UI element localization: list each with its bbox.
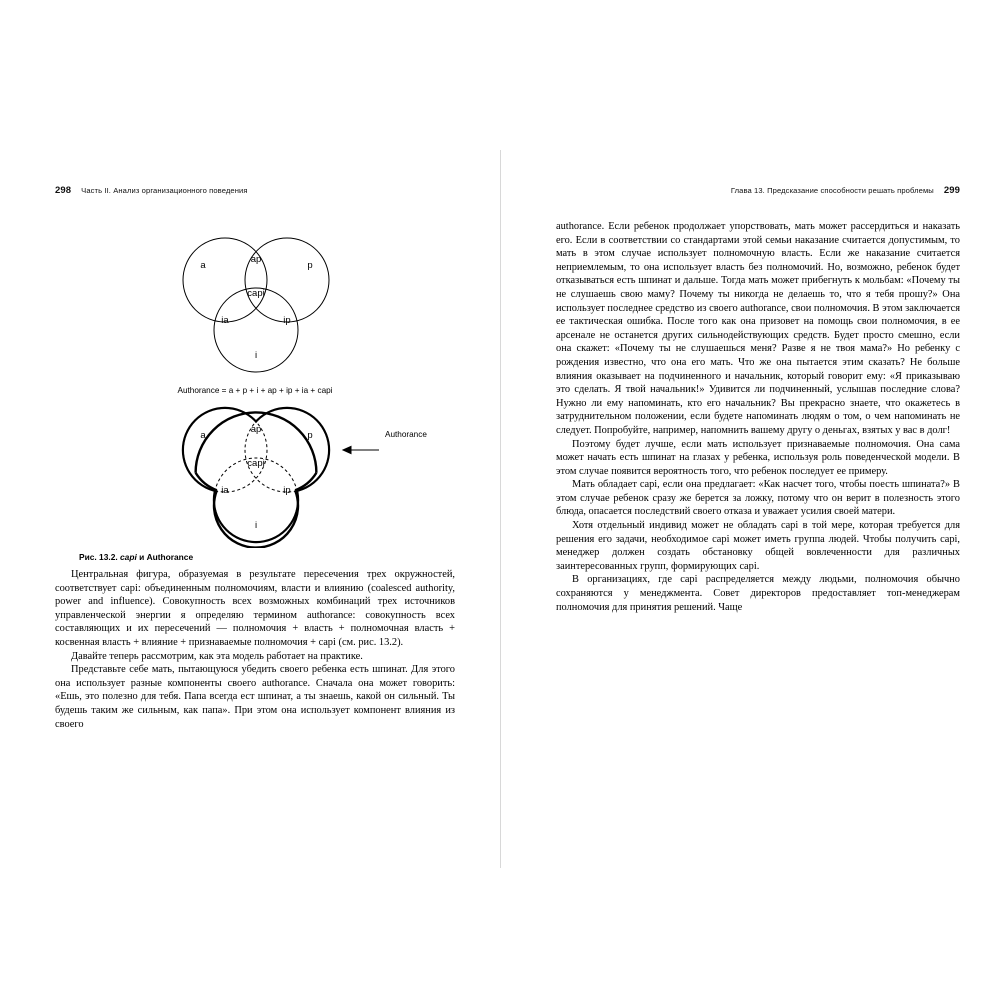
label-ip-top: ip: [283, 315, 291, 326]
right-running-head: [556, 185, 960, 196]
figure-caption-capi: capi: [120, 552, 137, 562]
label-capi-bottom: capi: [247, 458, 265, 469]
right-paragraph-1: authorance. Если ребенок продолжает упорствовать, мать может рассердиться и наказать его. Если в соответствии со стандартами этой семьи наказание считается допустимым, то мать в этом случае использует полномочную власть. Если же наказание считается неприемлемым, то она использует власть без полномочий. Но, возможно, ребенок будет отказываться есть шпинат и дальше. Тогда мать может прибегнуть к мольбам: «Почему ты не слушаешь свою маму? Почему ты никогда не делаешь то, что я тебя прошу?» Она использует последнее средство из своего authorance, свои полномочия. В этом заключается ее тактическая ошибка. После того как она призовет на помощь свои полномочия, в ее арсенале не останется других сильнодействующих средств. Будет просто смешно, если она скажет: «Почему ты не слушаешься меня? Разве я не твоя мама?» Но ребенку с рождения известно, что она его мать. Что же она пытается этим сказать? Не больше влияния оказывает на подчиненного и начальник, который говорит ему: «Я приказываю это сделать. Я твой начальник!» Удивится ли подчиненный, услышав последние слова? Нужно ли ему напоминать, кто его начальник? Вы прекрасно знаете, что окажетесь в затруднительном положении, если будете напоминать людям о том, о чем напоминать не следует. Попробуйте, например, напомнить вашему другу о деньгах, взятых у вас в долг!: [556, 221, 960, 436]
right-body-text: [556, 220, 960, 614]
figure-13-2: [55, 218, 455, 562]
label-ia-bottom: ia: [221, 485, 229, 496]
venn-diagram-bottom: [55, 403, 455, 548]
figure-caption-rest: и Authorance: [139, 552, 194, 562]
label-ap-top: ap: [250, 254, 262, 265]
right-paragraph-3: Мать обладает capi, если она предлагает: «Как насчет того, чтобы поесть шпината?» В этом случае ребенок сразу же берется за ложку, потому что он верит в полезность этого блюда, опасается последствий своего отказа и уважает усилия своей матери.: [556, 479, 960, 518]
left-paragraph-3: Представьте себе мать, пытающуюся убедить своего ребенка есть шпинат. Для этого она использует разные компоненты своего authorance. Сначала она может говорить: «Ешь, это полезно для тебя. Папа всегда ест шпинат, а ты знаешь, какой он сильный. Ты будешь таким же сильным, как папа». При этом она использует компонент влияния из своего: [55, 664, 455, 730]
label-ip-bottom: ip: [283, 485, 291, 496]
left-paragraph-2: Давайте теперь рассмотрим, как эта модель работает на практике.: [71, 650, 363, 662]
label-p-top: p: [307, 260, 313, 271]
right-page-number: 299: [943, 185, 960, 196]
right-paragraph-5: В организациях, где capi распределяется между людьми, полномочия обычно сохраняются у менеджмента. Совет директоров предоставляет топ-менеджерам полномочия для принятия решений. Чаще: [556, 574, 960, 613]
authorance-equation: Authorance = a + p + i + ap + ip + ia + capi: [177, 386, 333, 395]
right-running-head-title: Глава 13. Предсказание способности решать проблемы: [730, 186, 934, 195]
label-p-bottom: p: [307, 430, 313, 441]
label-ap-bottom: ap: [250, 424, 262, 435]
left-running-head-title: Часть II. Анализ организационного поведения: [81, 186, 248, 195]
label-i-top: i: [254, 350, 258, 361]
right-paragraph-2: Поэтому будет лучше, если мать использует признаваемые полномочия. Она сама может начать есть шпинат на глазах у ребенка, используя роль поведенческой модели. В этом случае появится вероятность того, что ребенок последует ее примеру.: [556, 438, 960, 477]
label-ia-top: ia: [221, 315, 229, 326]
label-capi-top: capi: [247, 288, 265, 299]
right-paragraph-4: Хотя отдельный индивид может не обладать capi в той мере, которая требуется для решения его задачи, необходимое capi может иметь группа людей. Чтобы получить capi, менеджер должен создать обстановку общей вовлеченности для различных заинтересованных групп, формирующих capi.: [556, 520, 960, 572]
label-a-bottom: a: [200, 430, 206, 441]
figure-caption: [79, 552, 193, 562]
left-body-text: [55, 568, 455, 731]
label-a-top: a: [200, 260, 206, 271]
authorance-callout-label: Authorance: [385, 430, 427, 439]
left-page-number: 298: [55, 185, 72, 196]
venn-diagram-top: [55, 218, 455, 388]
page-gutter-divider: [500, 150, 501, 868]
left-paragraph-1: Центральная фигура, образуемая в результате пересечения трех окружностей, соответствует capi: объединенным полномочиям, власти и влиянию (coalesced authority, power and influence). Совокупность всех возможных комбинаций трех источников управленческой энергии я определяю термином authorance: совокупность всех составляющих и их пересечений — полномочия + власть + полномочная власть + косвенная власть + влияние + признаваемые полномочия + capi (см. рис. 13.2).: [55, 569, 455, 648]
right-page: [556, 185, 960, 614]
left-running-head: [55, 185, 455, 196]
figure-caption-number: Рис. 13.2.: [79, 552, 118, 562]
left-page: [55, 185, 455, 731]
label-i-bottom: i: [254, 520, 258, 531]
